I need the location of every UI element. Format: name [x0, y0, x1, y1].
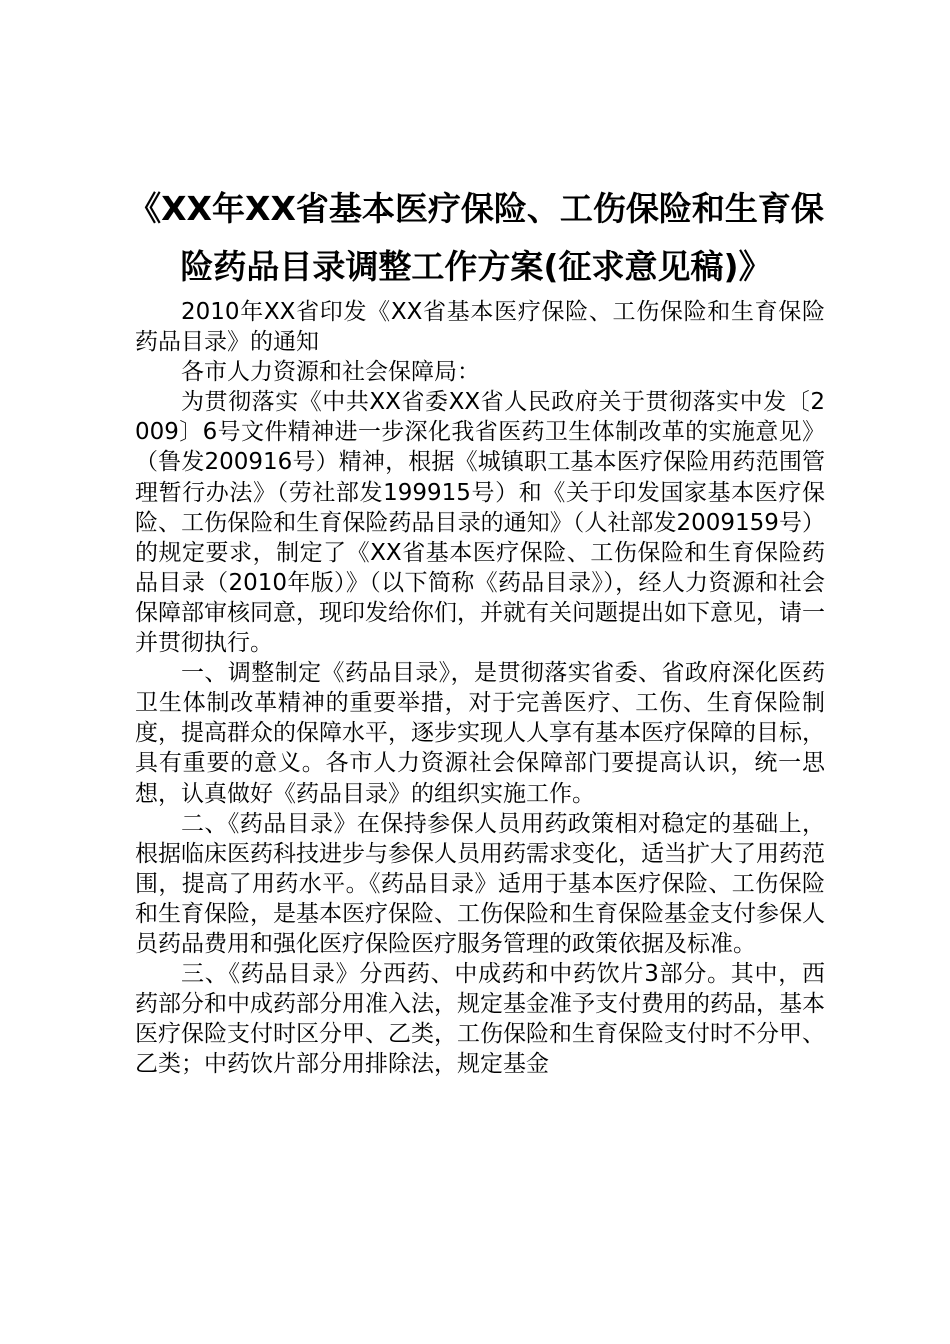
document-body [135, 297, 825, 1079]
paragraph-preamble: 为贯彻落实《中共XX省委XX省人民政府关于贯彻落实中发〔2009〕6号文件精神进一步深化我省医药卫生体制改革的实施意见》（鲁发200916号）精神，根据《城镇职工基本医疗保险用药范围管理暂行办法》（劳社部发199915号）和《关于印发国家基本医疗保险、工伤保险和生育保险药品目录的通知》（人社部发2009159号）的规定要求，制定了《XX省基本医疗保险、工伤保险和生育保险药品目录（2010年版）》（以下简称《药品目录》），经人力资源和社会保障部审核同意，现印发给你们，并就有关问题提出如下意见，请一并贯彻执行。 [135, 389, 825, 657]
paragraph-item-2: 二、《药品目录》在保持参保人员用药政策相对稳定的基础上，根据临床医药科技进步与参保人员用药需求变化，适当扩大了用药范围，提高了用药水平。《药品目录》适用于基本医疗保险、工伤保险和生育保险，是基本医疗保险、工伤保险和生育保险基金支付参保人员药品费用和强化医疗保险医疗服务管理的政策依据及标准。 [135, 810, 825, 957]
paragraph-notice-title: 2010年XX省印发《XX省基本医疗保险、工伤保险和生育保险药品目录》的通知 [135, 299, 825, 356]
paragraph-item-1: 一、调整制定《药品目录》，是贯彻落实省委、省政府深化医药卫生体制改革精神的重要举措，对于完善医疗、工伤、生育保险制度，提高群众的保障水平，逐步实现人人享有基本医疗保障的目标，具有重要的意义。各市人力资源社会保障部门要提高认识，统一思想，认真做好《药品目录》的组织实施工作。 [135, 660, 825, 807]
paragraph-salutation: 各市人力资源和社会保障局： [181, 359, 480, 386]
document-title: 《XX年XX省基本医疗保险、工伤保险和生育保险药品目录调整工作方案(征求意见稿)》 [128, 189, 824, 286]
paragraph-item-3: 三、《药品目录》分西药、中成药和中药饮片3部分。其中，西药部分和中成药部分用准入法，规定基金准予支付费用的药品，基本医疗保险支付时区分甲、乙类，工伤保险和生育保险支付时不分甲、乙类；中药饮片部分用排除法，规定基金 [135, 961, 825, 1078]
